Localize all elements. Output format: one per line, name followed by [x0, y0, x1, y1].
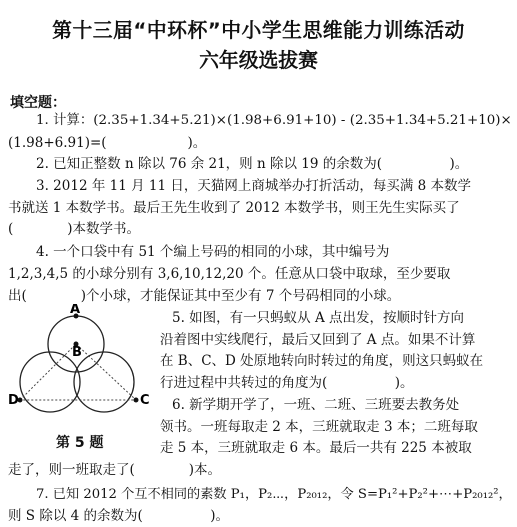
q4-line3: 出( )个小球，才能保证其中至少有 7 个号码相同的小球。	[8, 288, 401, 304]
q6-line3: 走 5 本，三班就取走 6 本。最后一共有 225 本被取	[160, 440, 472, 456]
q3-line2: 书就送 1 本数学书。最后王先生收到了 2012 本数学书，则王先生实际买了	[8, 200, 460, 216]
q1-line1: 1. 计算：(2.35+1.34+5.21)×(1.98+6.91+10) - (2.35+1.34+5.21+10)×	[36, 113, 512, 128]
q2-line1: 2. 已知正整数 n 除以 76 余 21，则 n 除以 19 的余数为( )。	[36, 156, 469, 172]
q5-line4: 行进过程中共转过的角度为( )。	[160, 375, 414, 391]
section-heading: 填空题：	[10, 95, 66, 111]
q5-line1: 5. 如图，有一只蚂蚁从 A 点出发，按顺时针方向	[172, 310, 465, 326]
exam-title-line2: 六年级选拔赛	[199, 49, 318, 72]
q6-line1: 6. 新学期开学了，一班、二班、三班要去教务处	[172, 397, 460, 413]
exam-title-line1: 第十三届“中环杯”中小学生思维能力训练活动	[52, 19, 465, 42]
q1-line2: (1.98+6.91)=( )。	[8, 135, 207, 151]
point-c-label: C	[140, 393, 150, 408]
q7-line2: 则 S 除以 4 的余数为( )。	[8, 508, 230, 524]
point-a-label: A	[70, 304, 81, 317]
point-b-label: B	[72, 345, 82, 360]
figure-caption: 第 5 题	[56, 435, 104, 451]
q5-line2: 沿着图中实线爬行，最后又回到了 A 点。如果不计算	[160, 332, 476, 348]
q4-line1: 4. 一个口袋中有 51 个编上号码的相同的小球，其中编号为	[36, 244, 390, 260]
q7-line1: 7. 已知 2012 个互不相同的素数 P₁，P₂⋯，P₂₀₁₂，令 S=P₁²+P₂²+⋯+P₂₀₁₂²，	[36, 487, 512, 502]
q5-line3: 在 B、C、D 处原地转向时转过的角度，则这只蚂蚁在	[160, 353, 484, 369]
q6-line2: 领书。一班每取走 2 本，三班就取走 3 本；二班每取	[160, 419, 478, 435]
figure-5-diagram	[8, 304, 158, 432]
point-d-label: D	[8, 393, 19, 408]
q3-line3: ( )本数学书。	[8, 221, 141, 237]
q4-line2: 1,2,3,4,5 的小球分别有 3,6,10,12,20 个。任意从口袋中取球，至少要取	[8, 266, 451, 282]
q3-line1: 3. 2012 年 11 月 11 日，天猫网上商城举办打折活动，每买满 8 本数学	[36, 178, 472, 194]
q6-line4: 走了，则一班取走了( )本。	[8, 462, 222, 478]
